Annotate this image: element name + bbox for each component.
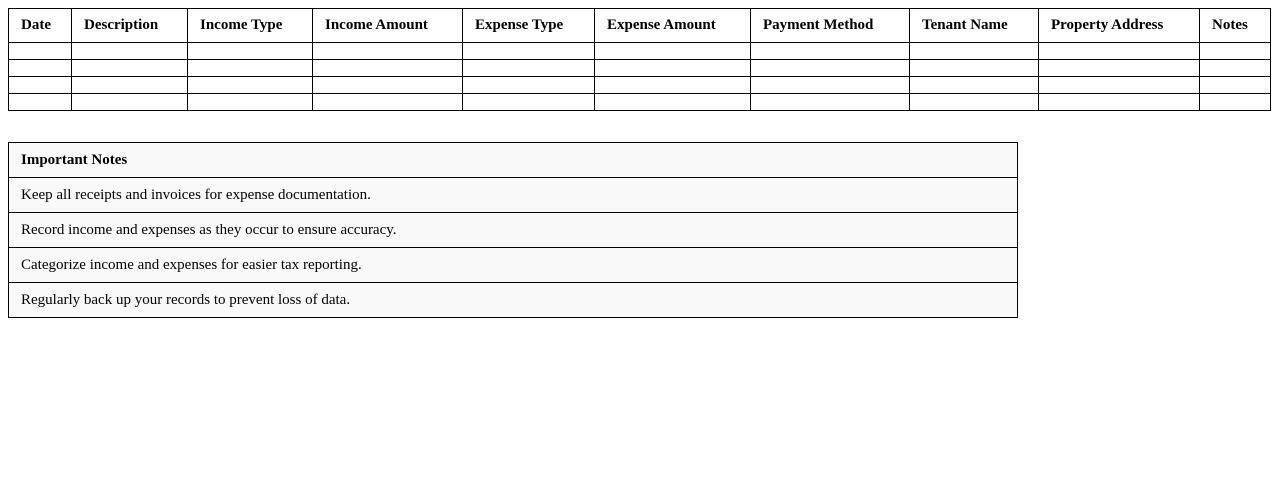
table-cell[interactable] bbox=[313, 43, 463, 60]
table-cell[interactable] bbox=[595, 77, 751, 94]
header-row bbox=[9, 9, 1271, 43]
table-cell[interactable] bbox=[1039, 94, 1200, 111]
column-header-notes: Notes bbox=[1200, 9, 1271, 43]
table-cell[interactable] bbox=[751, 60, 910, 77]
table-cell[interactable] bbox=[463, 43, 595, 60]
table-cell[interactable] bbox=[910, 60, 1039, 77]
table-row bbox=[9, 60, 1271, 77]
column-header-income-amount: Income Amount bbox=[313, 9, 463, 43]
table-cell[interactable] bbox=[1039, 77, 1200, 94]
column-header-tenant-name: Tenant Name bbox=[910, 9, 1039, 43]
note-item: Categorize income and expenses for easier tax reporting. bbox=[9, 248, 1017, 283]
table-cell[interactable] bbox=[751, 43, 910, 60]
table-cell[interactable] bbox=[1039, 43, 1200, 60]
note-item: Keep all receipts and invoices for expense documentation. bbox=[9, 178, 1017, 213]
table-cell[interactable] bbox=[1200, 43, 1271, 60]
table-cell[interactable] bbox=[463, 60, 595, 77]
table-cell[interactable] bbox=[595, 43, 751, 60]
column-header-income-type: Income Type bbox=[188, 9, 313, 43]
table-cell[interactable] bbox=[72, 77, 188, 94]
important-notes-box bbox=[8, 142, 1018, 318]
notes-title: Important Notes bbox=[9, 143, 1017, 178]
table-row bbox=[9, 77, 1271, 94]
table-cell[interactable] bbox=[1200, 77, 1271, 94]
table-cell[interactable] bbox=[313, 77, 463, 94]
table-cell[interactable] bbox=[72, 43, 188, 60]
table-cell[interactable] bbox=[463, 94, 595, 111]
table-cell[interactable] bbox=[9, 77, 72, 94]
table-cell[interactable] bbox=[188, 77, 313, 94]
table-cell[interactable] bbox=[313, 94, 463, 111]
table-cell[interactable] bbox=[595, 60, 751, 77]
table-cell[interactable] bbox=[751, 94, 910, 111]
note-item: Record income and expenses as they occur to ensure accuracy. bbox=[9, 213, 1017, 248]
column-header-expense-amount: Expense Amount bbox=[595, 9, 751, 43]
table-cell[interactable] bbox=[188, 43, 313, 60]
column-header-payment-method: Payment Method bbox=[751, 9, 910, 43]
table-cell[interactable] bbox=[72, 94, 188, 111]
table-cell[interactable] bbox=[72, 60, 188, 77]
table-row bbox=[9, 43, 1271, 60]
table-cell[interactable] bbox=[910, 94, 1039, 111]
table-cell[interactable] bbox=[9, 43, 72, 60]
column-header-description: Description bbox=[72, 9, 188, 43]
table-cell[interactable] bbox=[188, 94, 313, 111]
table-cell[interactable] bbox=[595, 94, 751, 111]
table-cell[interactable] bbox=[910, 77, 1039, 94]
column-header-expense-type: Expense Type bbox=[463, 9, 595, 43]
table-cell[interactable] bbox=[463, 77, 595, 94]
table-cell[interactable] bbox=[910, 43, 1039, 60]
table-cell[interactable] bbox=[188, 60, 313, 77]
table-cell[interactable] bbox=[9, 60, 72, 77]
table-cell[interactable] bbox=[1200, 94, 1271, 111]
ledger-table bbox=[8, 8, 1271, 111]
table-cell[interactable] bbox=[751, 77, 910, 94]
column-header-property-address: Property Address bbox=[1039, 9, 1200, 43]
table-row bbox=[9, 94, 1271, 111]
table-cell[interactable] bbox=[9, 94, 72, 111]
table-cell[interactable] bbox=[1039, 60, 1200, 77]
table-cell[interactable] bbox=[313, 60, 463, 77]
note-item: Regularly back up your records to prevent loss of data. bbox=[21, 292, 351, 308]
table-cell[interactable] bbox=[1200, 60, 1271, 77]
column-header-date: Date bbox=[9, 9, 72, 43]
